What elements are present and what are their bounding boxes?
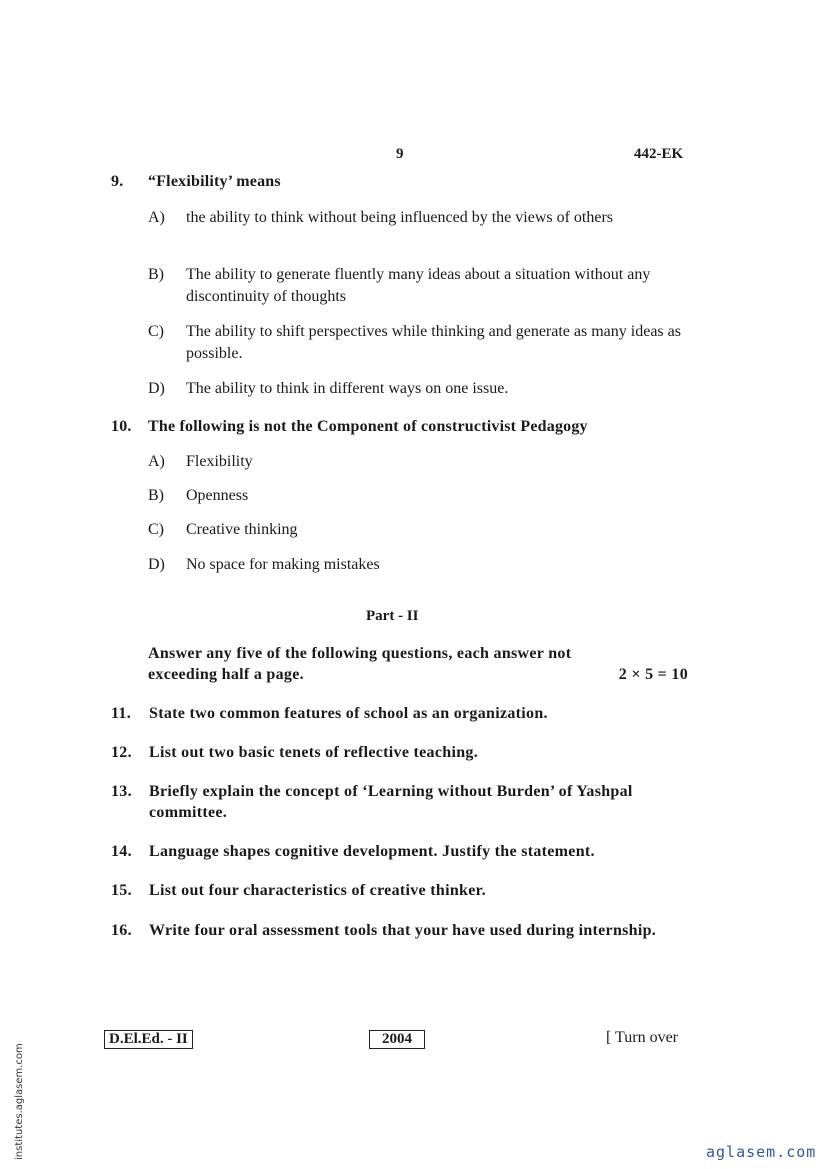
course-box: D.El.Ed. - II (104, 1030, 193, 1049)
instruction-line-2: exceeding half a page. (148, 666, 304, 683)
option-text: The ability to think in different ways on one issue. (186, 380, 509, 397)
option-9d (148, 378, 708, 400)
question-number: 11. (111, 705, 132, 722)
question-number: 15. (111, 882, 132, 899)
question-12 (111, 742, 701, 763)
turn-over: [ Turn over (606, 1029, 679, 1046)
option-9c (148, 321, 708, 365)
question-number: 16. (111, 922, 132, 939)
page-number: 9 (396, 146, 404, 162)
option-10d (148, 554, 708, 576)
question-15 (111, 880, 701, 901)
option-letter: A) (148, 453, 165, 470)
question-13 (111, 781, 701, 823)
option-10b (148, 485, 708, 507)
question-number: 13. (111, 783, 132, 800)
paper-code: 442-EK (634, 146, 684, 162)
question-number: 14. (111, 843, 132, 860)
question-text: List out four characteristics of creative thinker. (149, 882, 486, 899)
option-10a (148, 451, 708, 473)
option-letter: C) (148, 323, 164, 340)
question-text: The following is not the Component of constructivist Pedagogy (148, 418, 588, 435)
side-watermark: institutes.aglasem.com (14, 1043, 25, 1160)
question-number: 9. (111, 173, 124, 190)
part-instruction (148, 643, 693, 687)
question-text: Briefly explain the concept of ‘Learning without Burden’ of Yashpal committee. (149, 783, 633, 821)
question-14 (111, 841, 701, 862)
part-title: Part - II (366, 608, 419, 624)
option-10c (148, 519, 708, 541)
option-letter: B) (148, 487, 164, 504)
option-text: No space for making mistakes (186, 556, 380, 573)
question-number: 12. (111, 744, 132, 761)
option-letter: C) (148, 521, 164, 538)
option-text: The ability to generate fluently many ideas about a situation without any discontinuity of thoughts (186, 266, 651, 305)
question-text: Write four oral assessment tools that your have used during internship. (149, 922, 657, 939)
option-9a (148, 207, 708, 251)
question-11 (111, 703, 701, 724)
question-text: List out two basic tenets of reflective teaching. (149, 744, 479, 761)
option-text: Openness (186, 487, 249, 504)
question-text: “Flexibility’ means (148, 173, 281, 190)
option-text: the ability to think without being influenced by the views of others (186, 209, 614, 226)
marks: 2 × 5 = 10 (618, 666, 688, 683)
option-letter: B) (148, 266, 164, 283)
option-text: The ability to shift perspectives while thinking and generate as many ideas as possible. (186, 323, 681, 362)
option-letter: A) (148, 209, 165, 226)
question-10 (111, 418, 711, 436)
option-letter: D) (148, 556, 165, 573)
question-number: 10. (111, 418, 132, 435)
question-16 (111, 920, 701, 962)
code-box: 2004 (369, 1030, 425, 1049)
instruction-line-1: Answer any five of the following questions, each answer not (148, 645, 572, 662)
option-9b (148, 264, 708, 308)
option-text: Flexibility (186, 453, 253, 470)
option-letter: D) (148, 380, 165, 397)
option-text: Creative thinking (186, 521, 298, 538)
question-text: State two common features of school as an organization. (149, 705, 548, 722)
question-9 (111, 173, 711, 191)
question-text: Language shapes cognitive development. Justify the statement. (149, 843, 595, 860)
brand-watermark: aglasem.com (706, 1143, 817, 1161)
